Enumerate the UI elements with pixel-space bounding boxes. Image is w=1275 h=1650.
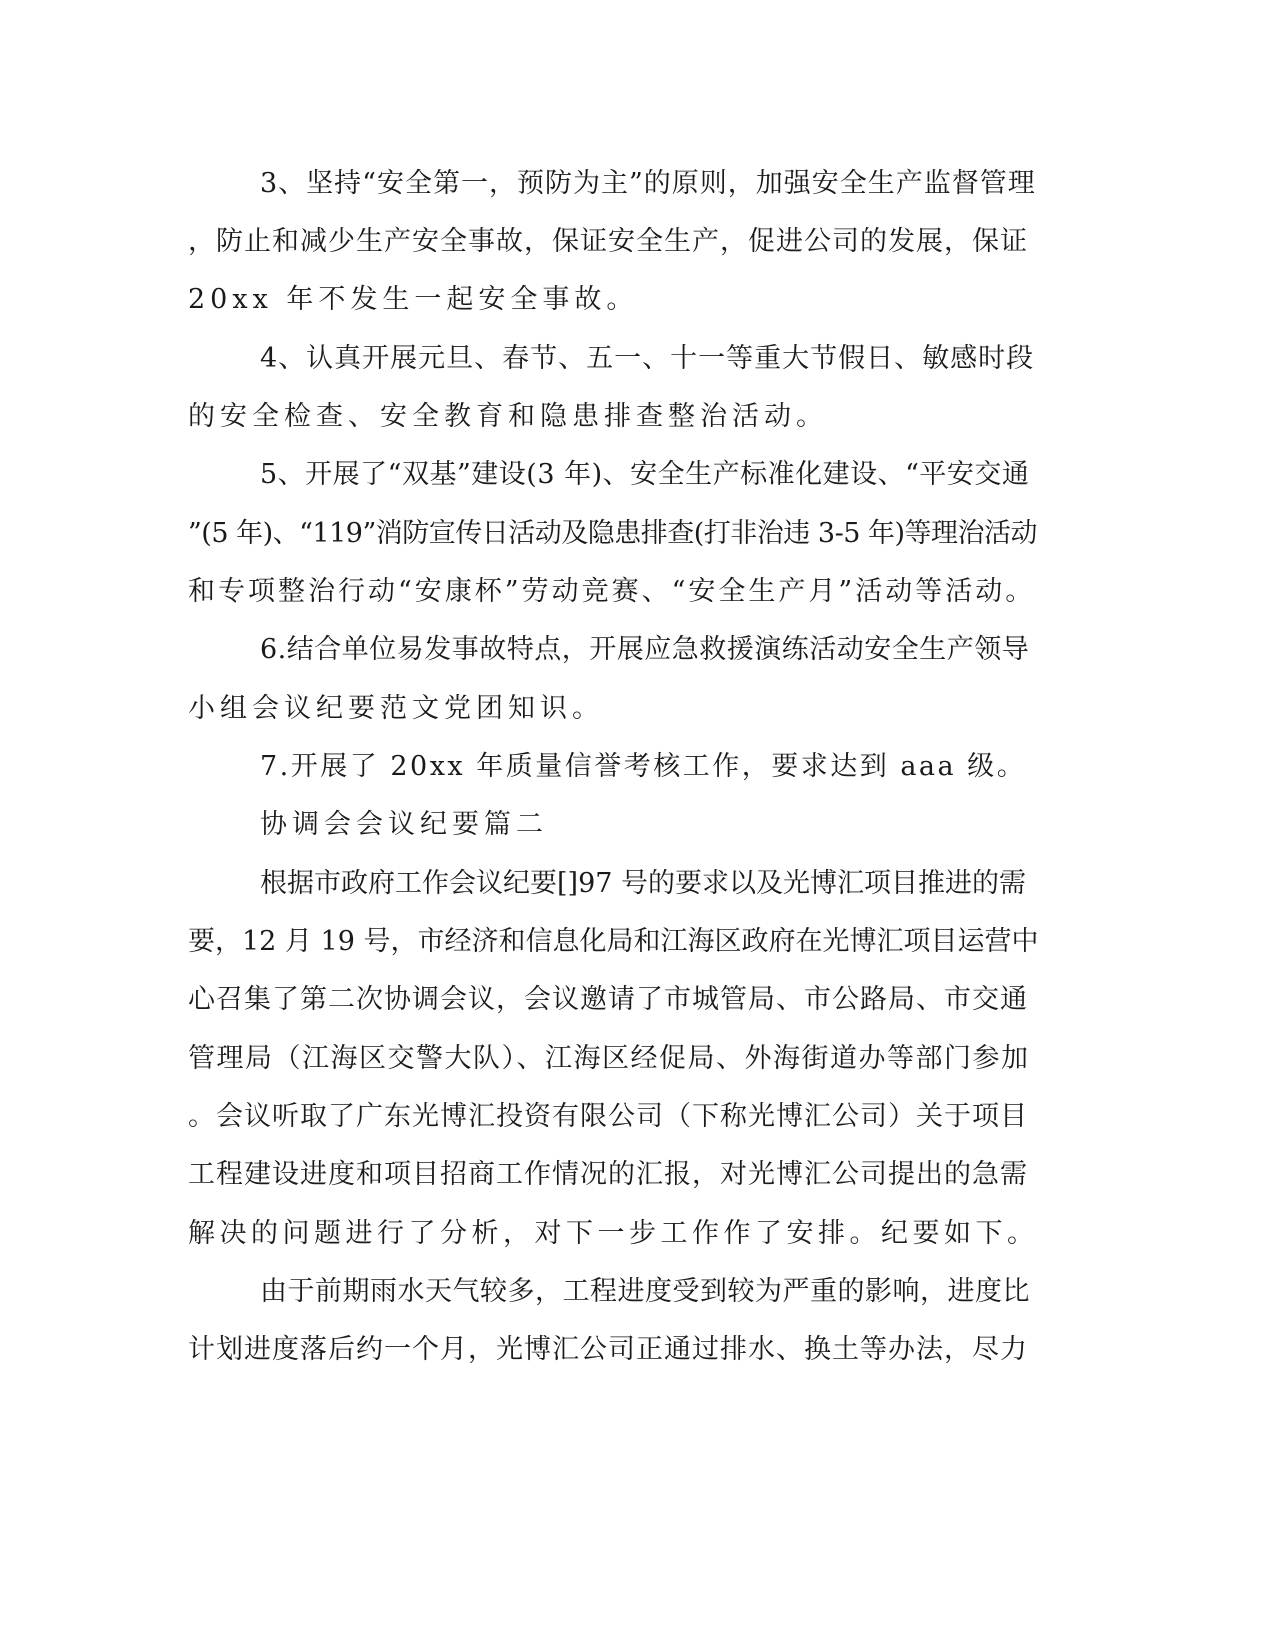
text-line: 6.结合单位易发事故特点，开展应急救援演练活动安全生产领导	[260, 634, 1030, 665]
text-line: 7.开展了 20xx 年质量信誉考核工作，要求达到 aaa 级。	[260, 751, 1027, 782]
text-line: 由于前期雨水天气较多，工程进度受到较为严重的影响，进度比	[260, 1276, 1030, 1307]
text-line: 根据市政府工作会议纪要[]97 号的要求以及光博汇项目推进的需	[260, 868, 1027, 899]
text-line: 。会议听取了广东光博汇投资有限公司（下称光博汇公司）关于项目	[188, 1101, 1028, 1132]
text-line: 要，12 月 19 号，市经济和信息化局和江海区政府在光博汇项目运营中	[188, 926, 1039, 957]
text-line: 的安全检查、安全教育和隐患排查整治活动。	[188, 401, 828, 432]
text-line: 5、开展了“双基”建设(3 年)、安全生产标准化建设、“平安交通	[260, 459, 1030, 490]
text-line: 小组会议纪要范文党团知识。	[188, 693, 604, 724]
text-line: 和专项整治行动“安康杯”劳动竞赛、“安全生产月”活动等活动。	[188, 576, 1036, 607]
section-heading: 协调会会议纪要篇二	[260, 809, 548, 840]
text-line: 解决的问题进行了分析，对下一步工作作了安排。纪要如下。	[188, 1218, 1039, 1249]
text-line: 管理局（江海区交警大队）、江海区经促局、外海街道办等部门参加	[188, 1043, 1030, 1074]
text-line: 工程建设进度和项目招商工作情况的汇报，对光博汇公司提出的急需	[188, 1159, 1028, 1190]
text-line: 心召集了第二次协调会议，会议邀请了市城管局、市公路局、市交通	[188, 984, 1028, 1015]
text-line: 4、认真开展元旦、春节、五一、十一等重大节假日、敏感时段	[260, 343, 1035, 374]
text-line: 计划进度落后约一个月，光博汇公司正通过排水、换土等办法，尽力	[188, 1334, 1028, 1365]
text-line: ，防止和减少生产安全事故，保证安全生产，促进公司的发展，保证	[188, 226, 1028, 257]
text-line: 3、坚持“安全第一，预防为主”的原则，加强安全生产监督管理	[260, 168, 1036, 199]
text-line: 20xx 年不发生一起安全事故。	[188, 284, 639, 315]
text-line: ”(5 年)、“119”消防宣传日活动及隐患排查(打非治违 3-5 年)等理治活动	[188, 518, 1037, 549]
